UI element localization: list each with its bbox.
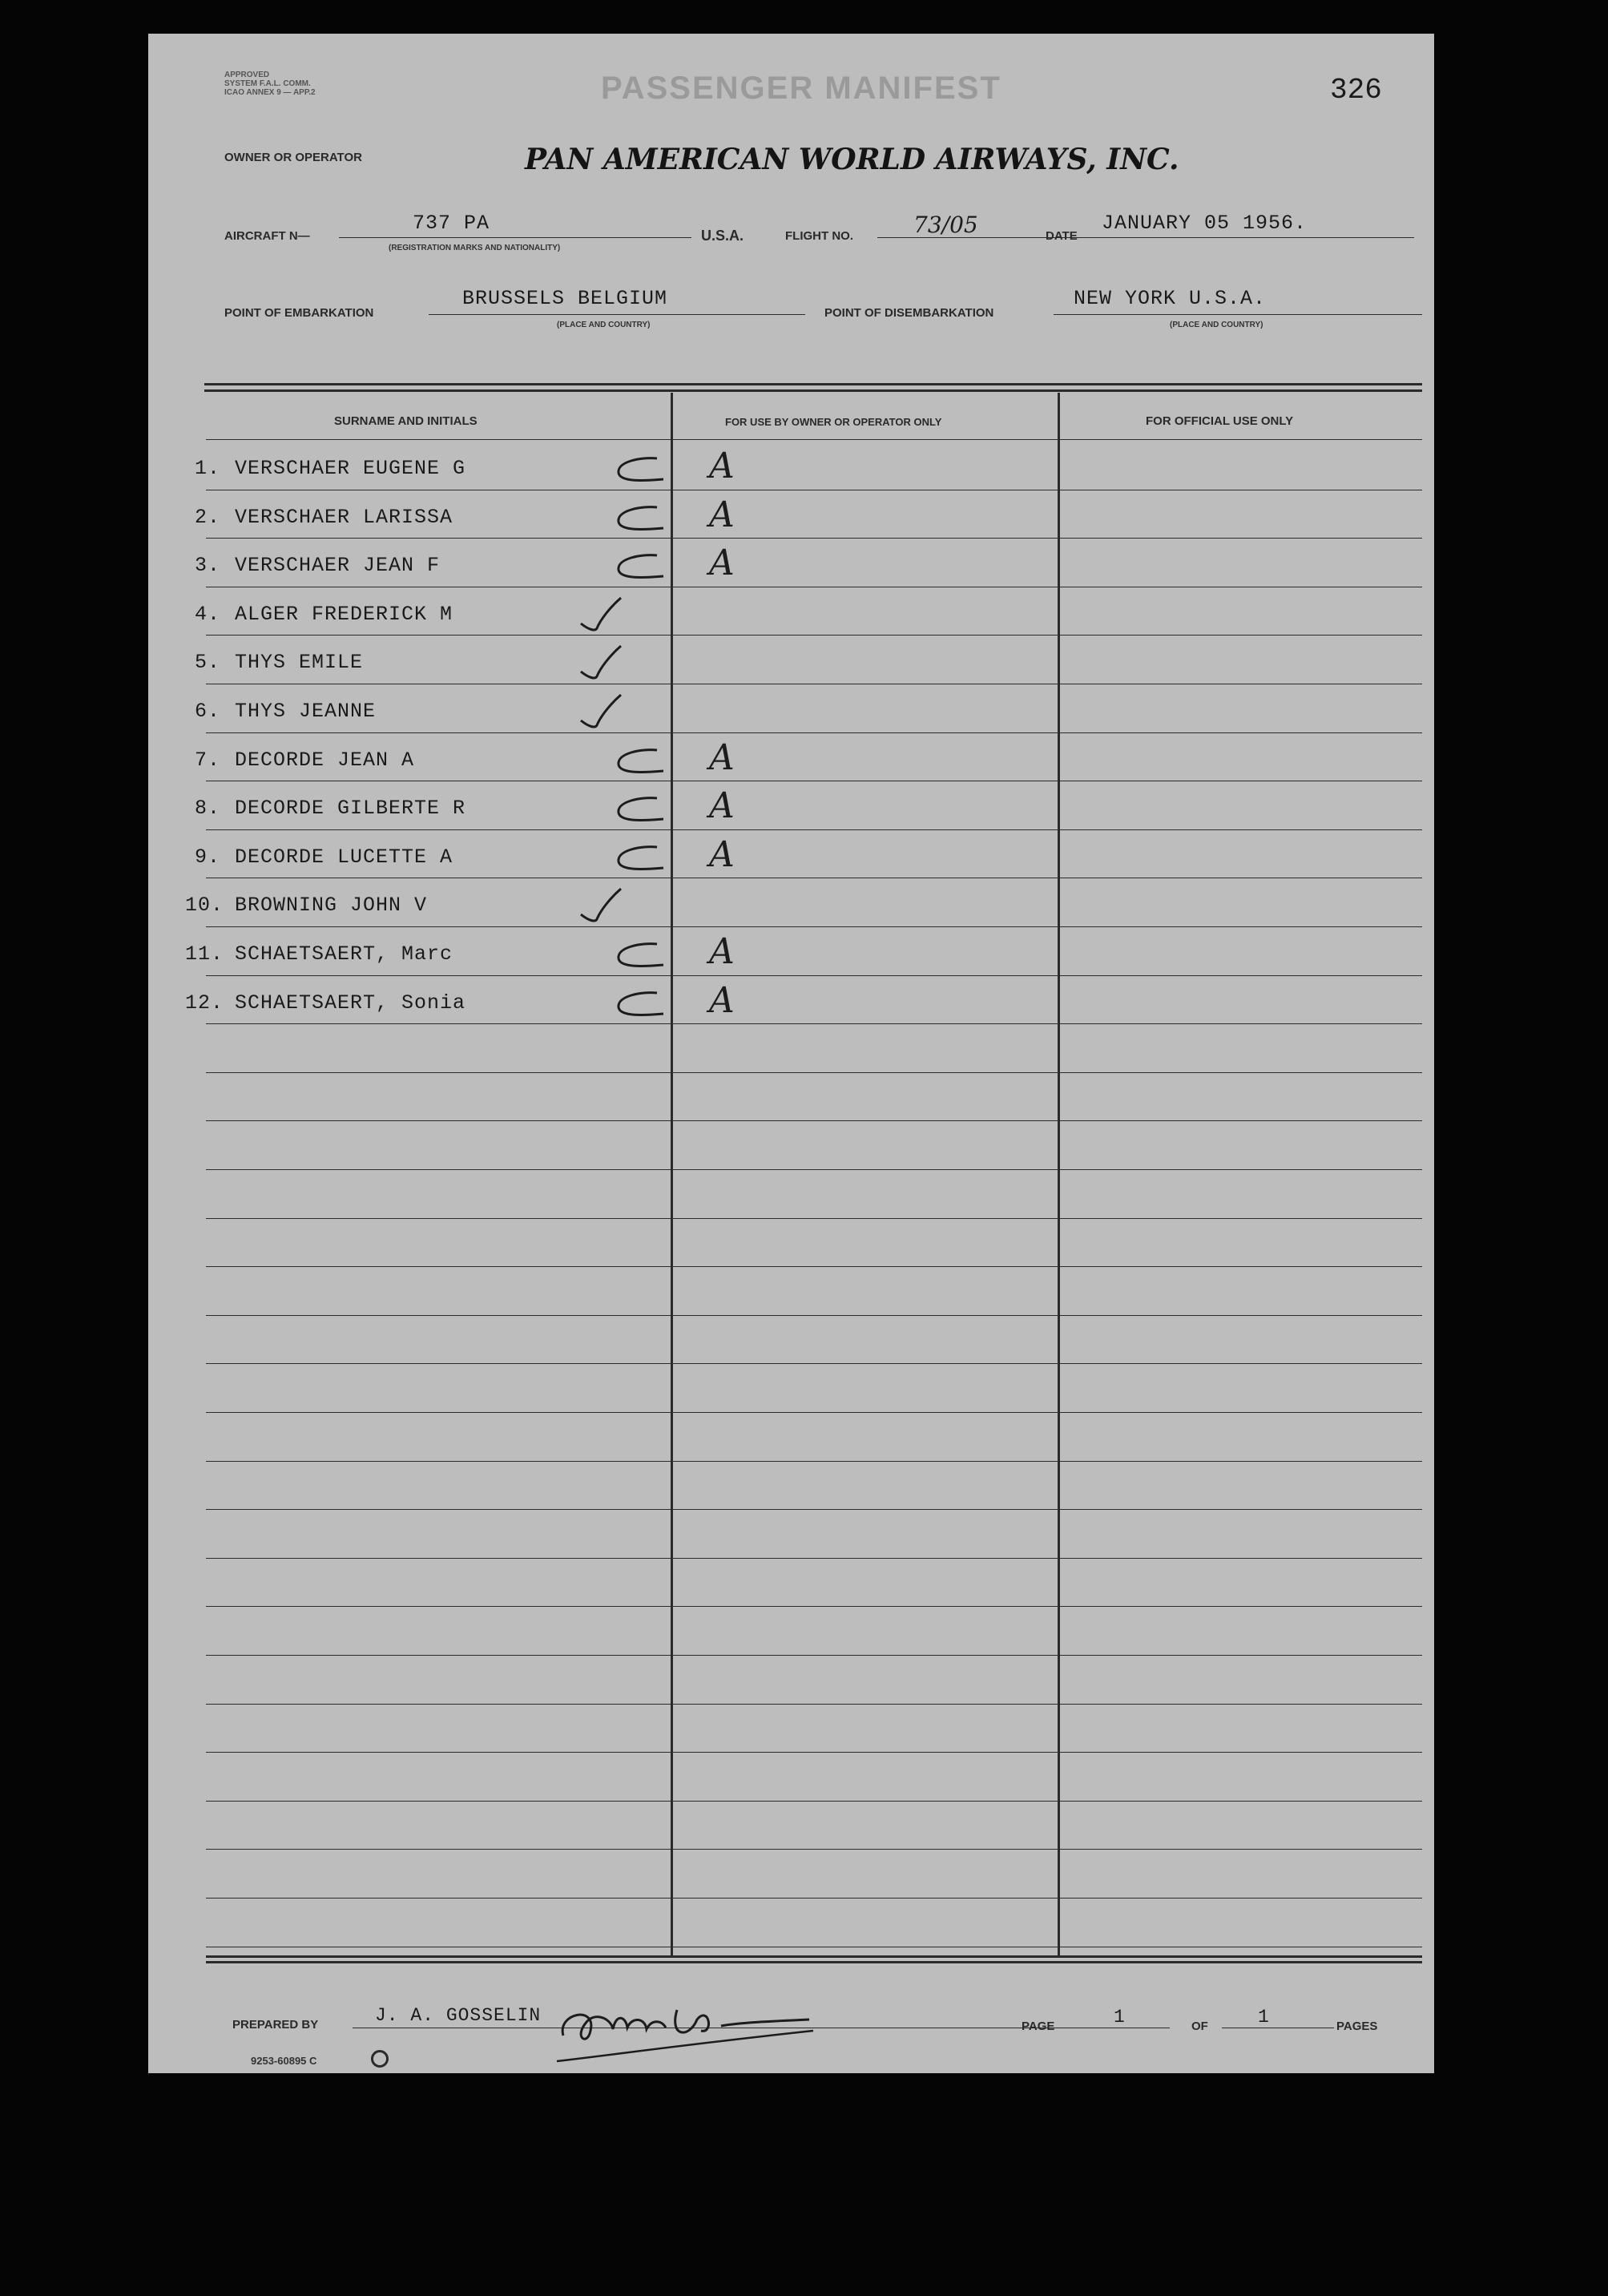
passenger-name: BROWNING JOHN V xyxy=(235,894,428,917)
aircraft-sub-label: (REGISTRATION MARKS AND NATIONALITY) xyxy=(389,244,561,252)
passenger-number: 12. xyxy=(185,991,224,1015)
passenger-number: 11. xyxy=(185,942,224,966)
embarkation-value: BRUSSELS BELGIUM xyxy=(462,287,668,310)
manifest-page xyxy=(148,34,1434,2073)
check-mark-icon xyxy=(609,547,665,587)
row-rule xyxy=(206,635,1422,636)
row-rule xyxy=(206,1266,1422,1267)
prepared-by-label: PREPARED BY xyxy=(232,2018,319,2032)
embarkation-underline xyxy=(429,314,805,315)
column-header-official: FOR OFFICIAL USE ONLY xyxy=(1146,414,1294,428)
passenger-name: SCHAETSAERT, Marc xyxy=(235,942,453,966)
column-header-operator: FOR USE BY OWNER OR OPERATOR ONLY xyxy=(725,416,942,428)
column-divider-1 xyxy=(671,393,673,1955)
check-mark-icon xyxy=(609,742,665,782)
row-rule xyxy=(206,1849,1422,1850)
date-value: JANUARY 05 1956. xyxy=(1102,212,1308,235)
passenger-name: ALGER FREDERICK M xyxy=(235,603,453,626)
page-number: 1 xyxy=(1114,2007,1126,2028)
check-mark-icon xyxy=(573,644,629,684)
row-rule xyxy=(206,1023,1422,1024)
passenger-number: 6. xyxy=(195,700,221,723)
row-rule xyxy=(206,1072,1422,1073)
row-rule xyxy=(206,1169,1422,1170)
header-rule xyxy=(206,439,1422,440)
passenger-name: VERSCHAER JEAN F xyxy=(235,554,441,577)
row-rule xyxy=(206,1801,1422,1802)
row-rule xyxy=(206,1898,1422,1899)
table-bottom-rule xyxy=(206,1955,1422,1958)
page-stamp-number: 326 xyxy=(1330,74,1382,107)
passenger-name: THYS JEANNE xyxy=(235,700,377,723)
row-rule xyxy=(206,1606,1422,1607)
passenger-name: SCHAETSAERT, Sonia xyxy=(235,991,466,1015)
flight-value: 73/05 xyxy=(913,212,978,238)
check-mark-icon xyxy=(609,450,665,490)
row-rule xyxy=(206,732,1422,733)
owner-label: OWNER OR OPERATOR xyxy=(224,151,362,164)
approval-stamp-line: APPROVED xyxy=(224,71,270,79)
table-top-rule xyxy=(204,383,1422,385)
disembarkation-sub-label: (PLACE AND COUNTRY) xyxy=(1170,321,1263,329)
row-rule xyxy=(206,1363,1422,1364)
check-mark-icon xyxy=(609,790,665,830)
row-rule xyxy=(206,975,1422,976)
passenger-number: 7. xyxy=(195,749,221,772)
passenger-name: DECORDE LUCETTE A xyxy=(235,845,453,869)
form-number: 9253-60895 C xyxy=(251,2055,317,2067)
passenger-name: THYS EMILE xyxy=(235,651,364,674)
row-rule xyxy=(206,1412,1422,1413)
column-header-name: SURNAME AND INITIALS xyxy=(334,414,478,428)
row-rule xyxy=(206,1509,1422,1510)
row-rule xyxy=(206,1315,1422,1316)
page-label: PAGE xyxy=(1022,2020,1055,2033)
passenger-name: DECORDE JEAN A xyxy=(235,749,415,772)
row-rule xyxy=(206,1218,1422,1219)
of-label: OF xyxy=(1191,2020,1208,2033)
disembarkation-label: POINT OF DISEMBARKATION xyxy=(824,306,994,320)
table-bottom-rule xyxy=(206,1961,1422,1963)
passenger-number: 10. xyxy=(185,894,224,917)
row-rule xyxy=(206,1120,1422,1121)
table-top-rule xyxy=(204,389,1422,392)
row-rule xyxy=(206,1461,1422,1462)
check-mark-icon xyxy=(573,693,629,733)
check-mark-icon xyxy=(573,596,629,636)
passenger-name: VERSCHAER EUGENE G xyxy=(235,457,466,480)
approval-stamp-line: SYSTEM F.A.L. COMM. xyxy=(224,79,311,88)
owner-value: PAN AMERICAN WORLD AIRWAYS, INC. xyxy=(525,143,1179,176)
disembarkation-value: NEW YORK U.S.A. xyxy=(1074,287,1267,310)
embarkation-label: POINT OF EMBARKATION xyxy=(224,306,374,320)
usa-label: U.S.A. xyxy=(701,228,744,244)
prepared-by-value: J. A. GOSSELIN xyxy=(375,2005,542,2026)
disembarkation-underline xyxy=(1054,314,1422,315)
aircraft-label: AIRCRAFT N— xyxy=(224,229,310,243)
row-rule xyxy=(206,1558,1422,1559)
passenger-number: 8. xyxy=(195,797,221,820)
passenger-number: 5. xyxy=(195,651,221,674)
column-divider-2 xyxy=(1058,393,1060,1955)
passenger-number: 3. xyxy=(195,554,221,577)
check-mark-icon xyxy=(609,499,665,539)
flight-label: FLIGHT NO. xyxy=(785,229,853,243)
row-rule xyxy=(206,1655,1422,1656)
passenger-number: 2. xyxy=(195,506,221,529)
row-rule xyxy=(206,538,1422,539)
passenger-number: 9. xyxy=(195,845,221,869)
check-mark-icon xyxy=(609,936,665,976)
check-mark-icon xyxy=(573,887,629,927)
check-mark-icon xyxy=(609,839,665,879)
operator-mark: A xyxy=(709,834,735,875)
aircraft-value: 737 PA xyxy=(413,212,490,235)
row-rule xyxy=(206,1752,1422,1753)
row-rule xyxy=(206,926,1422,927)
passenger-number: 4. xyxy=(195,603,221,626)
embarkation-sub-label: (PLACE AND COUNTRY) xyxy=(557,321,651,329)
union-label-icon xyxy=(371,2050,389,2068)
date-underline xyxy=(1086,237,1414,238)
operator-mark: A xyxy=(709,785,735,826)
passenger-name: DECORDE GILBERTE R xyxy=(235,797,466,820)
aircraft-underline xyxy=(339,237,691,238)
operator-mark: A xyxy=(709,980,735,1021)
approval-stamp-line: ICAO ANNEX 9 — APP.2 xyxy=(224,88,316,97)
total-pages: 1 xyxy=(1258,2007,1270,2028)
operator-mark: A xyxy=(709,494,735,535)
operator-mark: A xyxy=(709,931,735,972)
operator-mark: A xyxy=(709,543,735,583)
date-label: DATE xyxy=(1046,229,1078,243)
row-rule xyxy=(206,829,1422,830)
operator-mark: A xyxy=(709,446,735,486)
check-mark-icon xyxy=(609,985,665,1025)
passenger-number: 1. xyxy=(195,457,221,480)
pages-label: PAGES xyxy=(1336,2020,1378,2033)
operator-mark: A xyxy=(709,737,735,778)
approval-stamp xyxy=(224,71,316,97)
preparer-signature xyxy=(549,1981,861,2077)
passenger-name: VERSCHAER LARISSA xyxy=(235,506,453,529)
row-rule xyxy=(206,1704,1422,1705)
page-title: PASSENGER MANIFEST xyxy=(601,71,1001,106)
